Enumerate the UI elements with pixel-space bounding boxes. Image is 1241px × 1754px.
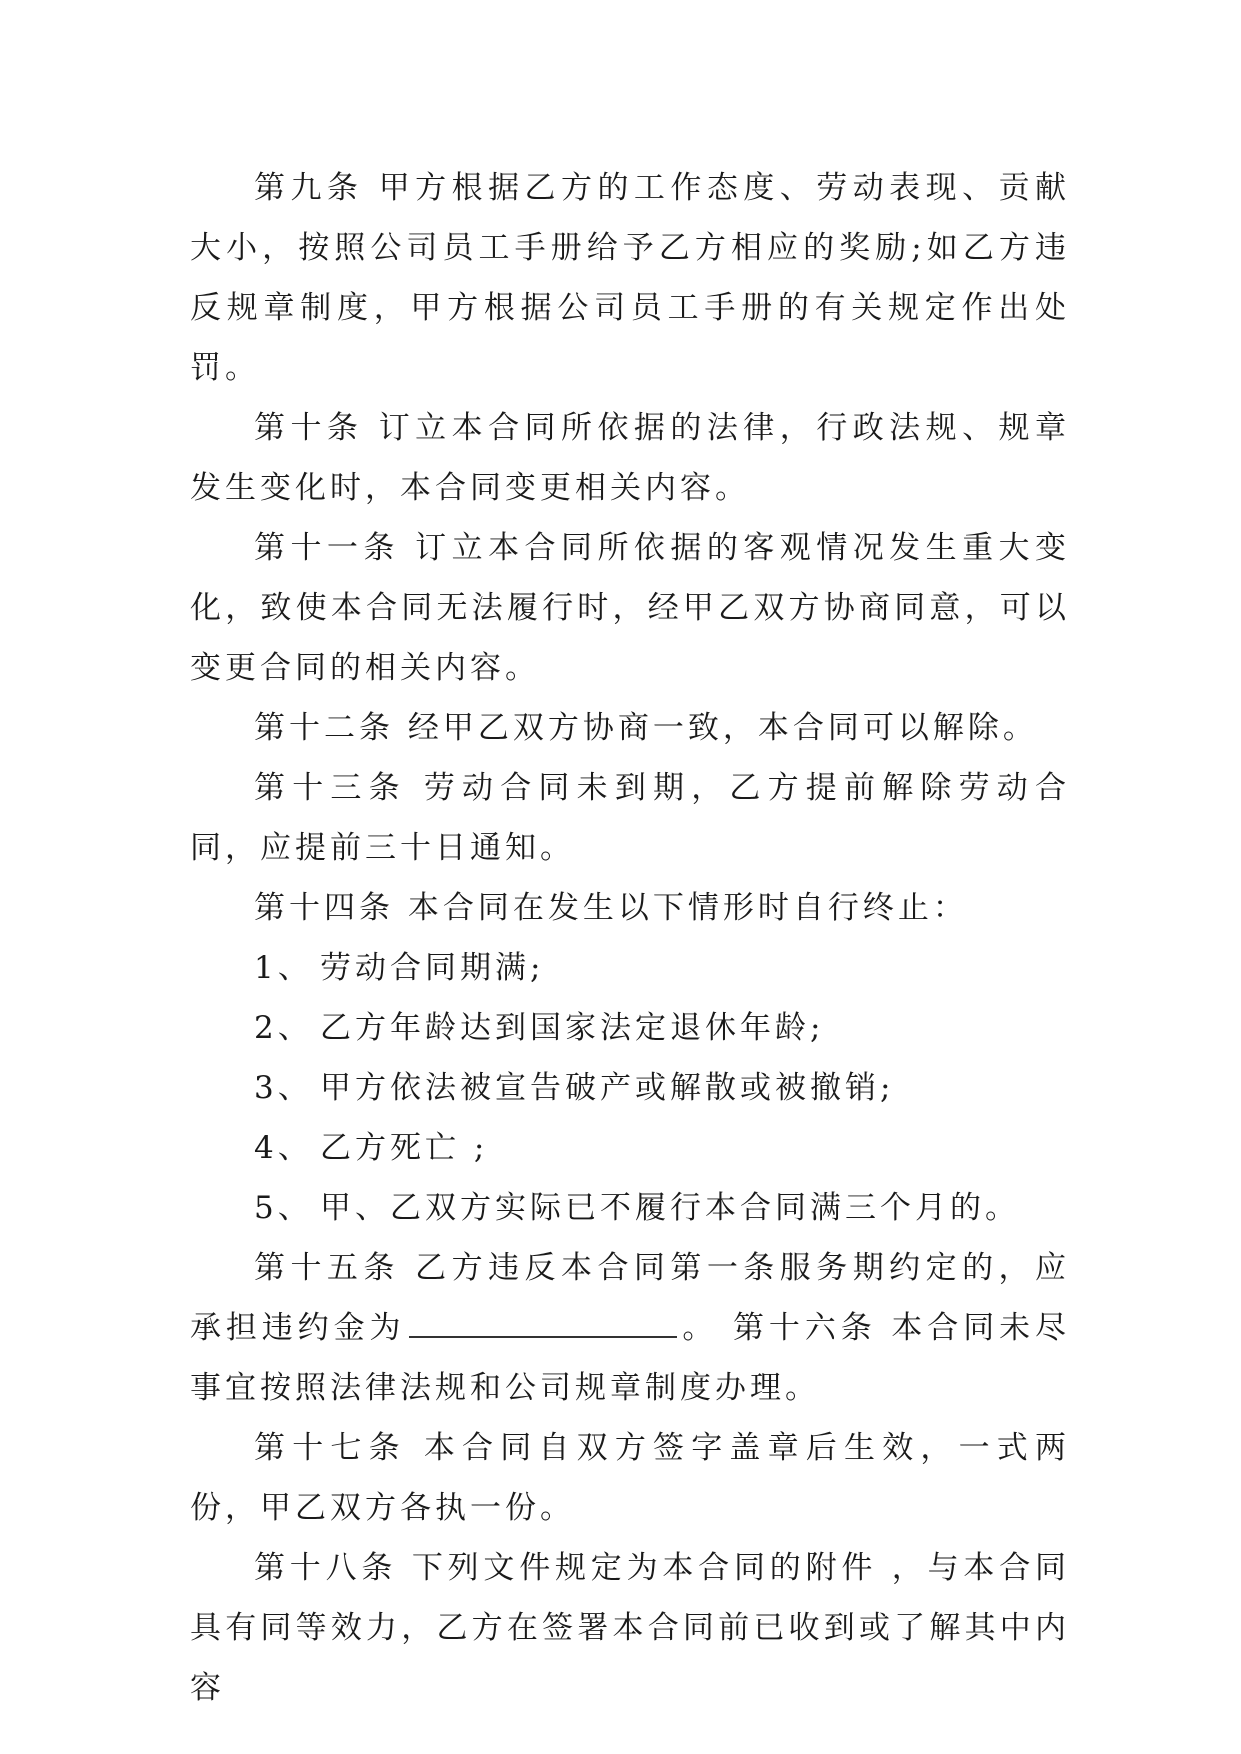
- list-number: 1、: [254, 950, 313, 986]
- article-9: 第九条 甲方根据乙方的工作态度、劳动表现、贡献大小，按照公司员工手册给予乙方相应的奖励;如乙方违反规章制度，甲方根据公司员工手册的有关规定作出处罚。: [190, 170, 1070, 386]
- article-13: 第十三条 劳动合同未到期，乙方提前解除劳动合同，应提前三十日通知。: [190, 770, 1070, 866]
- article-18: 第十八条 下列文件规定为本合同的附件 ，与本合同具有同等效力，乙方在签署本合同前已收到或了解其中内容: [190, 1550, 1070, 1706]
- contract-body: [190, 158, 1070, 1718]
- article-11: 第十一条 订立本合同所依据的客观情况发生重大变化，致使本合同无法履行时，经甲乙双方协商同意，可以变更合同的相关内容。: [190, 530, 1070, 686]
- penalty-amount-blank: [409, 1308, 677, 1338]
- article-12: 第十二条 经甲乙双方协商一致，本合同可以解除。: [254, 710, 1038, 746]
- article-14: 第十四条 本合同在发生以下情形时自行终止：: [254, 890, 968, 926]
- list-text: 甲方依法被宣告破产或解散或被撤销;: [320, 1070, 895, 1106]
- list-text: 乙方死亡 ;: [320, 1130, 489, 1166]
- list-text: 甲、乙双方实际已不履行本合同满三个月的。: [320, 1190, 1020, 1226]
- article-15-16: [190, 1238, 1070, 1418]
- article-15-text: 第十五条 乙方违反本合同第一条服务期约定的，应承担违约金为: [190, 1250, 1070, 1346]
- list-number: 2、: [254, 1010, 313, 1046]
- list-number: 5、: [254, 1190, 313, 1226]
- list-text: 乙方年龄达到国家法定退休年龄;: [320, 1010, 825, 1046]
- article-16-text: 。 第十六条 本合同未尽事宜按照法律法规和公司规章制度办理。: [190, 1310, 1070, 1406]
- termination-item-1: [190, 938, 1070, 998]
- termination-item-2: [190, 998, 1070, 1058]
- termination-item-3: [190, 1058, 1070, 1118]
- list-text: 劳动合同期满;: [320, 950, 545, 986]
- list-number: 4、: [254, 1130, 313, 1166]
- article-10: 第十条 订立本合同所依据的法律，行政法规、规章发生变化时，本合同变更相关内容。: [190, 410, 1070, 506]
- list-number: 3、: [254, 1070, 313, 1106]
- termination-item-4: [190, 1118, 1070, 1178]
- article-17: 第十七条 本合同自双方签字盖章后生效，一式两份，甲乙双方各执一份。: [190, 1430, 1070, 1526]
- termination-item-5: [190, 1178, 1070, 1238]
